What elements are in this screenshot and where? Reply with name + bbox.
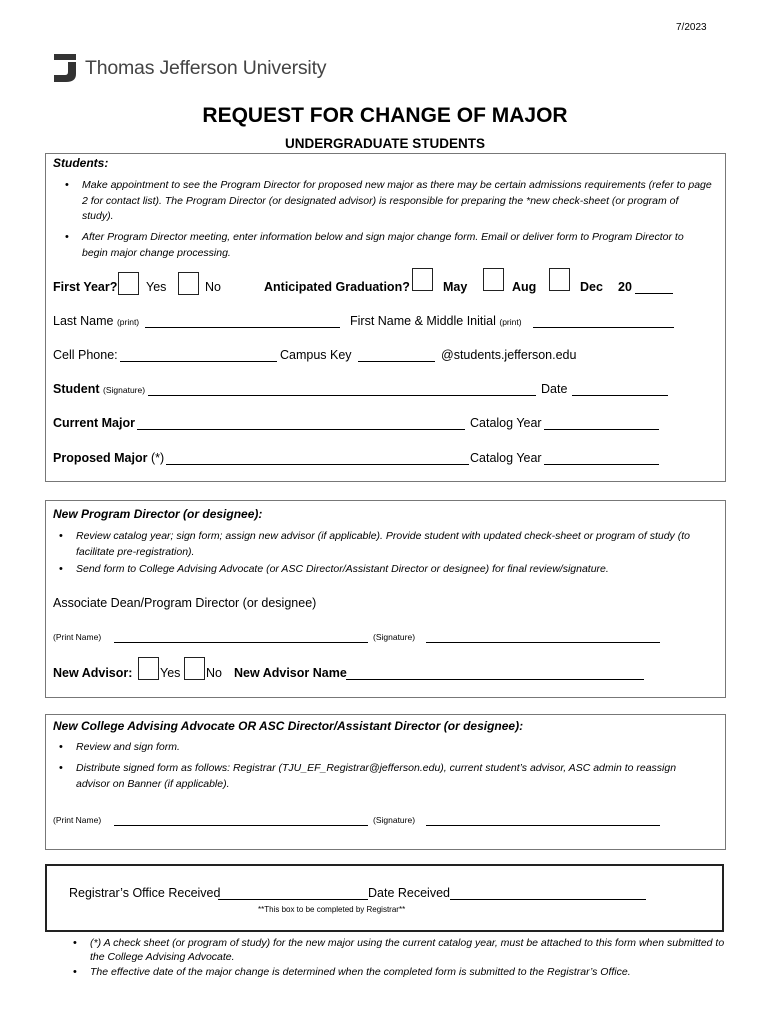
footnote-1: • (*) A check sheet (or program of study) for the new major using the current catalog year, must be attached to this form when submitted to the College Advising Advocate. — [73, 937, 725, 963]
first-year-no-label: No — [205, 280, 221, 294]
form-date: 7/2023 — [676, 22, 707, 33]
registrar-note: **This box to be completed by Registrar** — [258, 905, 406, 914]
form-title: REQUEST FOR CHANGE OF MAJOR — [202, 104, 568, 127]
last-name-label: Last Name (print) — [53, 314, 140, 328]
new-advisor-label: New Advisor: — [53, 666, 133, 680]
date-received-field[interactable] — [450, 888, 646, 900]
pd-print-name-field[interactable] — [114, 631, 368, 643]
graduation-year-prefix: 20 — [618, 280, 632, 294]
campus-key-field[interactable] — [358, 350, 435, 362]
graduation-dec-label: Dec — [580, 280, 603, 294]
email-domain: @students.jefferson.edu — [441, 348, 577, 362]
first-name-label: First Name & Middle Initial (print) — [350, 314, 522, 328]
bullet-icon: • — [59, 563, 63, 575]
current-catalog-year-field[interactable] — [544, 418, 659, 430]
graduation-may-label: May — [443, 280, 468, 294]
new-advisor-yes-label: Yes — [160, 666, 181, 680]
registrar-received-label: Registrar’s Office Received — [69, 886, 221, 900]
registrar-received-field[interactable] — [218, 888, 368, 900]
graduation-may-checkbox[interactable] — [412, 268, 433, 291]
date-received-label: Date Received — [368, 886, 450, 900]
first-year-label: First Year? — [53, 280, 118, 294]
bullet-icon: • — [59, 762, 63, 774]
advocate-signature-label: (Signature) — [373, 815, 416, 825]
advocate-print-name-field[interactable] — [114, 814, 368, 826]
students-bullet-2: • After Program Director meeting, enter information below and sign major change form. Email or deliver form to Program Director to begin major change processing. — [65, 231, 684, 259]
bullet-icon: • — [65, 231, 69, 243]
first-year-yes-label: Yes — [146, 280, 167, 294]
new-advisor-yes-checkbox[interactable] — [138, 657, 159, 680]
footnote-2: • The effective date of the major change is determined when the completed form is submitted to the Registrar’s Office. — [73, 966, 631, 978]
last-name-field[interactable] — [145, 316, 340, 328]
program-director-bullet-2: • Send form to College Advising Advocate (or ASC Director/Assistant Director or designee) for final review/signature. — [76, 562, 712, 578]
proposed-catalog-year-label: Catalog Year — [470, 451, 542, 465]
advocate-bullet-1: • Review and sign form. — [76, 740, 712, 756]
student-signature-field[interactable] — [148, 384, 536, 396]
graduation-aug-label: Aug — [512, 280, 537, 294]
cell-phone-label: Cell Phone: — [53, 348, 118, 362]
advocate-print-name-label: (Print Name) — [53, 815, 102, 825]
associate-dean-label: Associate Dean/Program Director (or designee) — [53, 596, 317, 610]
current-major-field[interactable] — [137, 418, 465, 430]
form-subtitle: UNDERGRADUATE STUDENTS — [284, 136, 485, 151]
advocate-heading: New College Advising Advocate OR ASC Director/Assistant Director (or designee): — [53, 719, 524, 733]
student-date-field[interactable] — [572, 384, 668, 396]
program-director-bullet-1: • Review catalog year; sign form; assign new advisor (if applicable). Provide student with updated check-sheet or program of study (to facilitate pre-registration). — [59, 530, 690, 558]
pd-signature-field[interactable] — [426, 631, 660, 643]
new-advisor-no-checkbox[interactable] — [184, 657, 205, 680]
students-bullet-1: • Make appointment to see the Program Director for proposed new major as there may be certain admissions requirements (refer to page 2 for contact list). The Program Director (or designated advisor) is responsible for preparing the *new check-sheet (or program of study). — [65, 179, 712, 222]
current-major-label: Current Major — [53, 416, 135, 430]
proposed-major-field[interactable] — [166, 453, 469, 465]
bullet-icon: • — [59, 741, 63, 753]
student-date-label: Date — [541, 382, 568, 396]
new-advisor-no-label: No — [206, 666, 222, 680]
bullet-icon: • — [59, 530, 63, 542]
first-year-no-checkbox[interactable] — [178, 272, 199, 295]
advocate-signature-field[interactable] — [426, 814, 660, 826]
campus-key-label: Campus Key — [280, 348, 352, 362]
first-name-field[interactable] — [533, 316, 674, 328]
graduation-aug-checkbox[interactable] — [483, 268, 504, 291]
student-signature-label: Student (Signature) — [53, 382, 146, 396]
advocate-bullet-2: • Distribute signed form as follows: Registrar (TJU_EF_Registrar@jefferson.edu), current student’s advisor, ASC admin to reassign advisor on Banner (if applicable). — [59, 762, 677, 790]
anticipated-graduation-label: Anticipated Graduation? — [264, 280, 410, 294]
students-heading: Students: — [53, 156, 109, 170]
program-director-heading: New Program Director (or designee): — [53, 507, 263, 521]
proposed-catalog-year-field[interactable] — [544, 453, 659, 465]
new-advisor-name-label: New Advisor Name — [234, 666, 347, 680]
university-logo — [54, 54, 326, 82]
jefferson-logo-icon — [54, 54, 76, 82]
graduation-dec-checkbox[interactable] — [549, 268, 570, 291]
bullet-icon: • — [73, 937, 77, 949]
first-year-yes-checkbox[interactable] — [118, 272, 139, 295]
new-advisor-name-field[interactable] — [346, 668, 644, 680]
current-catalog-year-label: Catalog Year — [470, 416, 542, 430]
graduation-year-field[interactable] — [635, 282, 673, 294]
university-name: Thomas Jefferson University — [85, 56, 327, 79]
pd-print-name-label: (Print Name) — [53, 632, 102, 642]
bullet-icon: • — [65, 179, 69, 191]
cell-phone-field[interactable] — [120, 350, 277, 362]
proposed-major-label: Proposed Major (*) — [53, 451, 165, 465]
pd-signature-label: (Signature) — [373, 632, 416, 642]
bullet-icon: • — [73, 966, 77, 978]
